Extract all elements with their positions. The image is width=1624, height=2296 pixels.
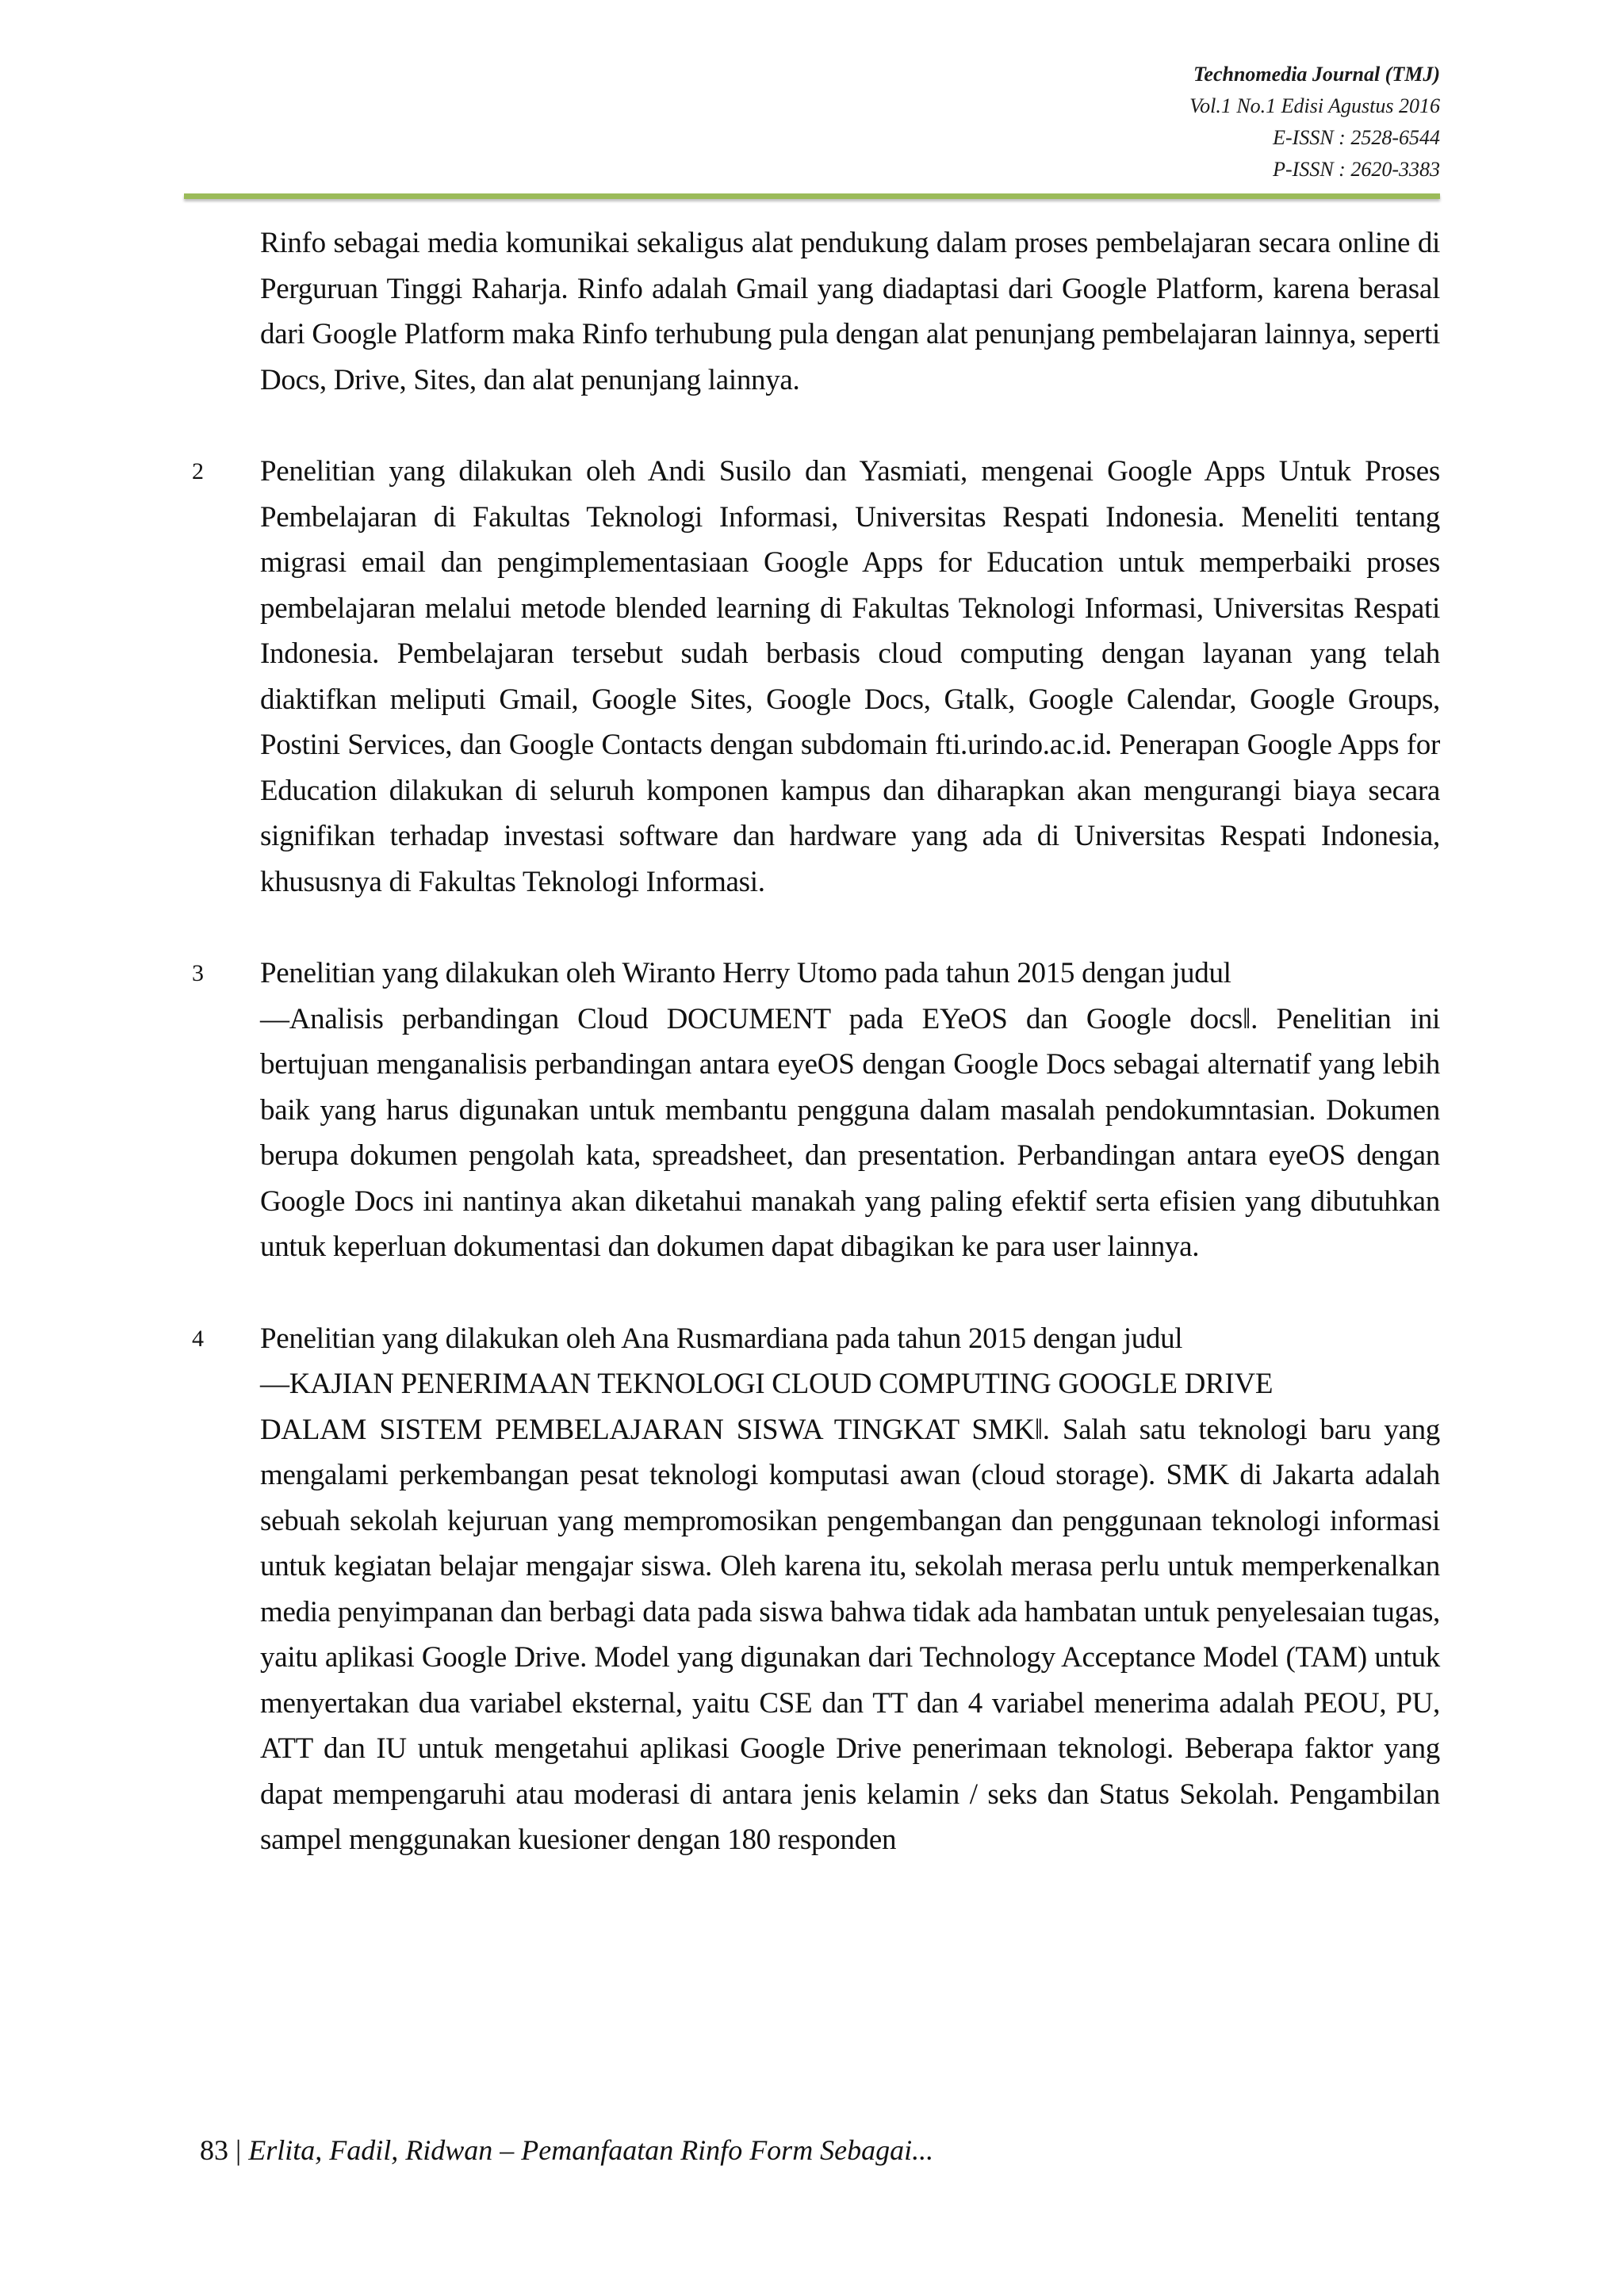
- page-body: [192, 220, 1440, 1863]
- list-item: [192, 449, 1440, 905]
- list-item-number: 4: [192, 1325, 204, 1352]
- list-item-text: DALAM SISTEM PEMBELAJARAN SISWA TINGKAT SMK‖. Salah satu teknologi baru yang mengalami perkembangan pesat teknologi komputasi awan (cloud storage). SMK di Jakarta adalah sebuah sekolah kejuruan yang mempromosikan pengembangan dan penggunaan teknologi informasi untuk kegiatan belajar mengajar siswa. Oleh karena itu, sekolah merasa perlu untuk memperkenalkan media penyimpanan dan berbagi data pada siswa bahwa tidak ada hambatan untuk penyelesaian tugas, yaitu aplikasi Google Drive. Model yang digunakan dari Technology Acceptance Model (TAM) untuk menyertakan dua variabel eksternal, yaitu CSE dan TT dan 4 variabel menerima adalah PEOU, PU, ATT dan IU untuk mengetahui aplikasi Google Drive penerimaan teknologi. Beberapa faktor yang dapat mempengaruhi atau moderasi di antara jenis kelamin / seks dan Status Sekolah. Pengambilan sampel menggunakan kuesioner dengan 180 responden: [260, 1413, 1440, 1856]
- journal-eissn: E-ISSN : 2528-6544: [1273, 126, 1440, 149]
- list-item: [192, 1316, 1440, 1863]
- list-item-text: ―Analisis perbandingan Cloud DOCUMENT pada EYeOS dan Google docs‖. Penelitian ini bertujuan menganalisis perbandingan antara eyeOS dengan Google Docs sebagai alternatif yang lebih baik yang harus digunakan untuk membantu pengguna dalam masalah pendokumntasian. Dokumen berupa dokumen pengolah kata, spreadsheet, dan presentation. Perbandingan antara eyeOS dengan Google Docs ini nantinya akan diketahui manakah yang paling efektif serta efisien yang dibutuhkan untuk keperluan dokumentasi dan dokumen dapat dibagikan ke para user lainnya.: [260, 1002, 1440, 1263]
- list-item-first-line: Penelitian yang dilakukan oleh Ana Rusmardiana pada tahun 2015 dengan judul: [260, 1322, 1183, 1355]
- header-divider: [184, 193, 1440, 199]
- journal-title: Technomedia Journal (TMJ): [1193, 63, 1440, 86]
- journal-volume: Vol.1 No.1 Edisi Agustus 2016: [1189, 94, 1440, 117]
- page-number: 83: [200, 2134, 228, 2166]
- list-item-text: Penelitian yang dilakukan oleh Andi Susilo dan Yasmiati, mengenai Google Apps Untuk Proses Pembelajaran di Fakultas Teknologi Informasi, Universitas Respati Indonesia. Meneliti tentang migrasi email dan pengimplementasiaan Google Apps for Education untuk memperbaiki proses pembelajaran melalui metode blended learning di Fakultas Teknologi Informasi, Universitas Respati Indonesia. Pembelajaran tersebut sudah berbasis cloud computing dengan layanan yang telah diaktifkan meliputi Gmail, Google Sites, Google Docs, Gtalk, Google Calendar, Google Groups, Postini Services, dan Google Contacts dengan subdomain fti.urindo.ac.id. Penerapan Google Apps for Education dilakukan di seluruh komponen kampus dan diharapkan akan mengurangi biaya secara signifikan terhadap investasi software dan hardware yang ada di Universitas Respati Indonesia, khususnya di Fakultas Teknologi Informasi.: [260, 455, 1440, 898]
- journal-header: [1189, 59, 1440, 186]
- footer-running-title: Erlita, Fadil, Ridwan – Pemanfaatan Rinfo Form Sebagai...: [248, 2134, 934, 2166]
- footer-separator: |: [228, 2134, 249, 2166]
- list-item-second-line: ―KAJIAN PENERIMAAN TEKNOLOGI CLOUD COMPUTING GOOGLE DRIVE: [260, 1368, 1274, 1400]
- intro-paragraph: Rinfo sebagai media komunikai sekaligus alat pendukung dalam proses pembelajaran secara online di Perguruan Tinggi Raharja. Rinfo adalah Gmail yang diadaptasi dari Google Platform, karena berasal dari Google Platform maka Rinfo terhubung pula dengan alat penunjang pembelajaran lainnya, seperti Docs, Drive, Sites, dan alat penunjang lainnya.: [260, 227, 1440, 396]
- list-item-number: 2: [192, 458, 204, 484]
- list-item-number: 3: [192, 960, 204, 986]
- list-item-first-line: Penelitian yang dilakukan oleh Wiranto Herry Utomo pada tahun 2015 dengan judul: [260, 957, 1231, 989]
- page-footer: [200, 2133, 933, 2168]
- journal-pissn: P-ISSN : 2620-3383: [1273, 158, 1440, 181]
- list-item: [192, 951, 1440, 1270]
